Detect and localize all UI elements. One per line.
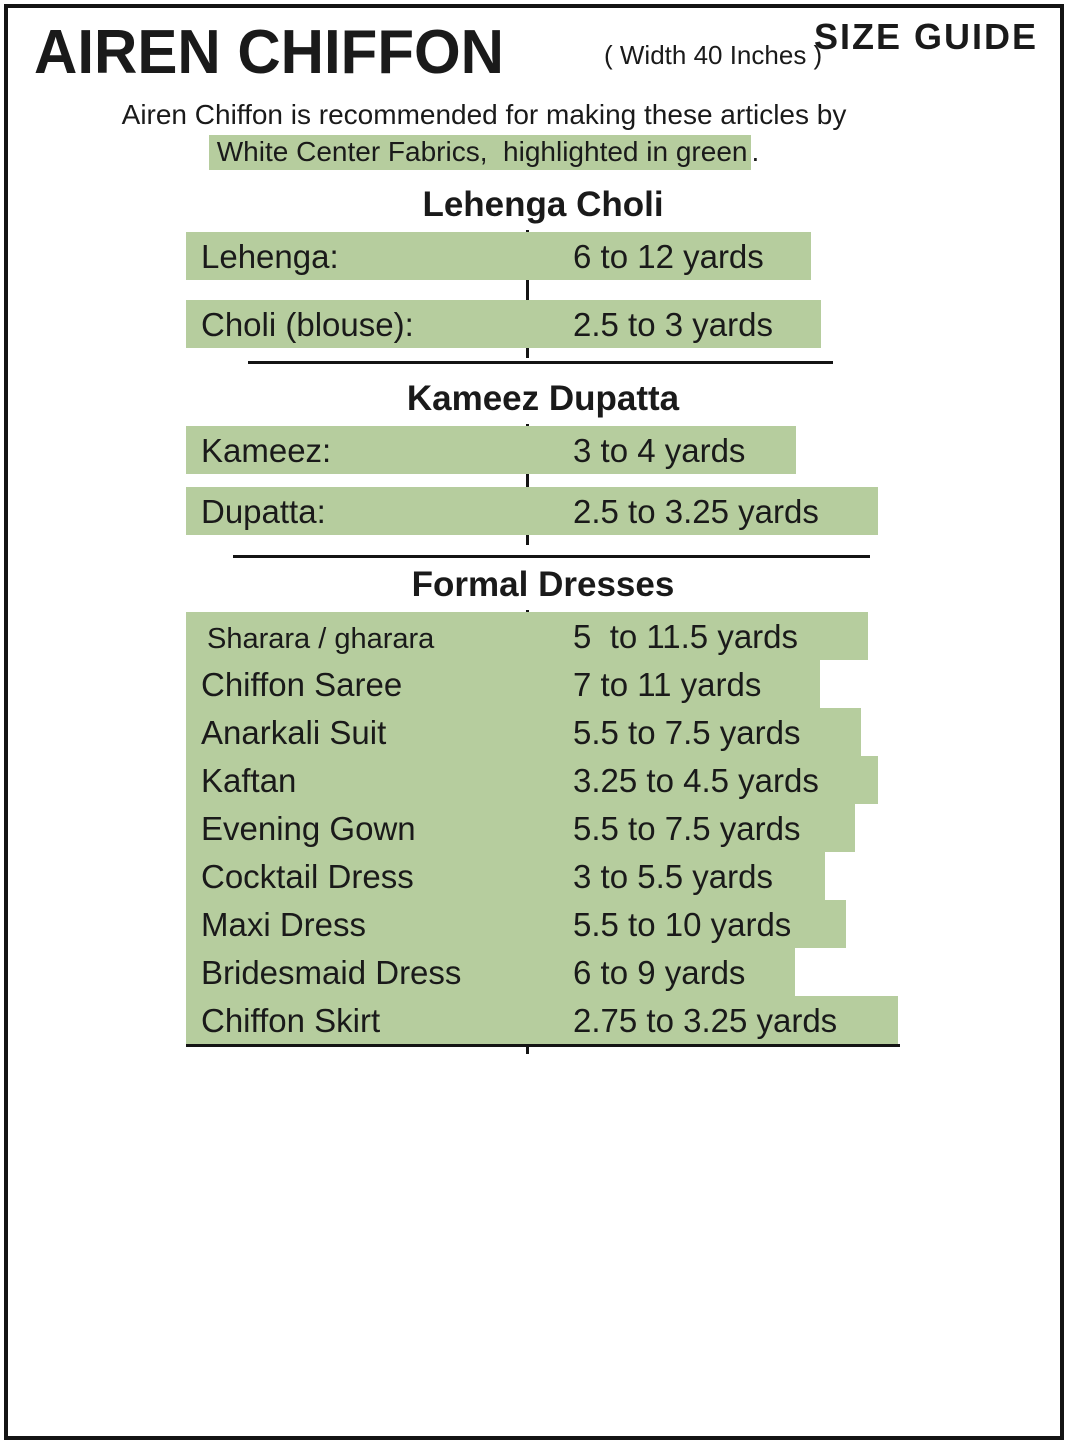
table-row bbox=[186, 426, 796, 474]
table-section bbox=[186, 564, 900, 1047]
section-separator-line bbox=[233, 555, 870, 558]
header bbox=[8, 8, 1060, 96]
section-rows bbox=[186, 232, 900, 348]
section-rows-wrap bbox=[186, 612, 900, 1044]
green-highlight-sample: White Center Fabrics, highlighted in green bbox=[209, 135, 752, 170]
yardage-value: 7 to 11 yards bbox=[573, 666, 762, 703]
yardage-value: 5.5 to 7.5 yards bbox=[573, 810, 801, 847]
table-row bbox=[186, 756, 878, 804]
intro-line-2 bbox=[8, 133, 960, 170]
yardage-table bbox=[186, 184, 900, 1047]
yardage-value: 6 to 9 yards bbox=[573, 954, 746, 991]
garment-label: Kameez: bbox=[201, 432, 332, 469]
table-row bbox=[186, 948, 795, 996]
fabric-width-note: ( Width 40 Inches ) bbox=[604, 40, 823, 70]
size-guide-label: SIZE GUIDE bbox=[813, 16, 1038, 57]
table-section bbox=[186, 378, 900, 558]
garment-label: Dupatta: bbox=[201, 493, 326, 530]
yardage-value: 5.5 to 10 yards bbox=[573, 906, 792, 943]
note bbox=[38, 1191, 1033, 1305]
garment-label: Sharara / gharara bbox=[207, 623, 435, 655]
yardage-value: 3.25 to 4.5 yards bbox=[573, 762, 819, 799]
size-guide-page bbox=[4, 4, 1064, 1440]
garment-label: Chiffon Saree bbox=[201, 666, 403, 703]
yardage-value: 2.75 to 3.25 yards bbox=[573, 1002, 838, 1039]
garment-label: Anarkali Suit bbox=[201, 714, 387, 751]
yardage-value: 2.5 to 3.25 yards bbox=[573, 493, 819, 530]
garment-label: Bridesmaid Dress bbox=[201, 954, 462, 991]
garment-label: Choli (blouse): bbox=[201, 306, 414, 343]
table-row bbox=[186, 996, 898, 1044]
yardage-value: 2.5 to 3 yards bbox=[573, 306, 773, 343]
notes-block bbox=[38, 1065, 1033, 1422]
table-row bbox=[186, 232, 811, 280]
section-title: Formal Dresses bbox=[411, 565, 675, 604]
yardage-value: 5 to 11.5 yards bbox=[573, 618, 799, 655]
section-separator-line bbox=[248, 361, 833, 364]
garment-label: Maxi Dress bbox=[201, 906, 367, 943]
section-rows bbox=[186, 426, 900, 535]
page-title: AIREN CHIFFON bbox=[34, 16, 504, 87]
garment-label: Evening Gown bbox=[201, 810, 416, 847]
table-row bbox=[186, 708, 861, 756]
table-row bbox=[186, 852, 825, 900]
note bbox=[38, 1065, 1033, 1179]
table-row bbox=[186, 900, 846, 948]
intro-line-1: Airen Chiffon is recommended for making these articles by bbox=[121, 99, 847, 130]
garment-label: Lehenga: bbox=[201, 238, 339, 275]
table-row bbox=[186, 660, 820, 708]
garment-label: Kaftan bbox=[201, 762, 297, 799]
table-section bbox=[186, 184, 900, 364]
intro-line-2-tail: . bbox=[751, 136, 760, 167]
section-rows-wrap bbox=[186, 426, 900, 535]
section-title: Lehenga Choli bbox=[422, 185, 664, 224]
intro-text bbox=[8, 96, 960, 170]
note bbox=[38, 1317, 1033, 1422]
section-rows bbox=[186, 612, 900, 1044]
table-row bbox=[186, 612, 868, 660]
section-rows-wrap bbox=[186, 232, 900, 348]
table-row bbox=[186, 804, 855, 852]
section-title: Kameez Dupatta bbox=[406, 379, 680, 418]
yardage-value: 5.5 to 7.5 yards bbox=[573, 714, 801, 751]
table-row bbox=[186, 487, 878, 535]
yardage-value: 6 to 12 yards bbox=[573, 238, 764, 275]
yardage-value: 3 to 5.5 yards bbox=[573, 858, 773, 895]
garment-label: Cocktail Dress bbox=[201, 858, 414, 895]
table-row bbox=[186, 300, 821, 348]
garment-label: Chiffon Skirt bbox=[201, 1002, 381, 1039]
yardage-value: 3 to 4 yards bbox=[573, 432, 746, 469]
